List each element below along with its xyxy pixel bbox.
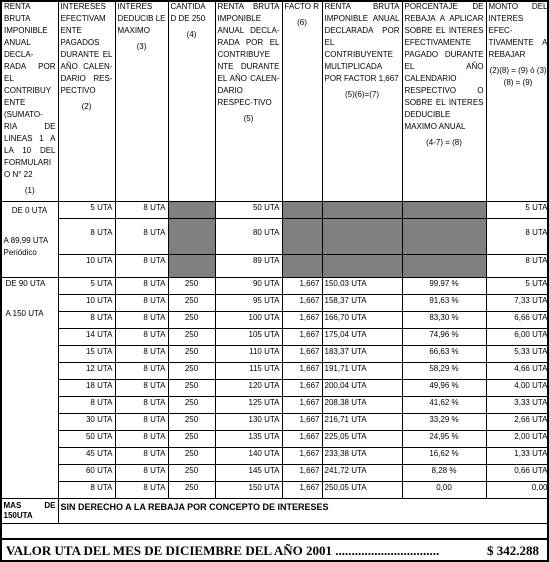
quantity-cell: 250 bbox=[168, 431, 215, 448]
quantity-cell: 250 bbox=[168, 448, 215, 465]
income-cell: 80 UTA bbox=[215, 219, 282, 255]
multiplied-income-cell: 233,38 UTA bbox=[322, 448, 402, 465]
max-interest-cell: 8 UTA bbox=[115, 295, 168, 312]
max-interest-cell: 8 UTA bbox=[115, 482, 168, 499]
quantity-cell: 250 bbox=[168, 312, 215, 329]
income-cell: 50 UTA bbox=[215, 202, 282, 219]
header-number: (2) bbox=[81, 102, 92, 111]
interest-paid-cell: 8 UTA bbox=[58, 482, 115, 499]
rebate-amount-cell: 6,00 UTA bbox=[486, 329, 549, 346]
rebate-percent-cell: 83,30 % bbox=[402, 312, 486, 329]
income-cell: 125 UTA bbox=[215, 397, 282, 414]
header-number: (6) bbox=[297, 18, 307, 27]
header-text: RENTA BRUTA IMPONIBLE ANUAL DECLA-RADA POR EL CONTRIBUY ENTE (SUMATO-RIA DE LINEAS 1 A LA 10 DEL FORMULARI O N° 22 bbox=[4, 2, 56, 179]
max-interest-cell: 8 UTA bbox=[115, 346, 168, 363]
quantity-cell: 250 bbox=[168, 465, 215, 482]
quantity-cell: 250 bbox=[168, 278, 215, 295]
rebate-amount-cell: 1,33 UTA bbox=[486, 448, 549, 465]
income-cell: 89 UTA bbox=[215, 255, 282, 278]
factor-cell: 1,667 bbox=[282, 414, 322, 431]
rebate-amount-cell: 0,00 bbox=[486, 482, 549, 499]
interest-paid-cell: 18 UTA bbox=[58, 380, 115, 397]
max-interest-cell: 8 UTA bbox=[115, 397, 168, 414]
max-interest-cell: 8 UTA bbox=[115, 363, 168, 380]
factor-cell: 1,667 bbox=[282, 448, 322, 465]
income-cell: 120 UTA bbox=[215, 380, 282, 397]
rebate-percent-cell: 16,62 % bbox=[402, 448, 486, 465]
range-from: DE 90 UTA bbox=[5, 279, 46, 288]
multiplied-income-cell: 250,05 UTA bbox=[322, 482, 402, 499]
multiplied-income-cell: 241,72 UTA bbox=[322, 465, 402, 482]
rebate-amount-cell: 2,66 UTA bbox=[486, 414, 549, 431]
uta-value: $ 342.288 bbox=[487, 543, 539, 558]
factor-cell: 1,667 bbox=[282, 295, 322, 312]
quantity-cell: 250 bbox=[168, 363, 215, 380]
max-interest-cell: 8 UTA bbox=[115, 414, 168, 431]
multiplied-income-cell: 225,05 UTA bbox=[322, 431, 402, 448]
factor-cell: 1,667 bbox=[282, 278, 322, 295]
rebate-percent-cell: 74,96 % bbox=[402, 329, 486, 346]
rebate-percent-cell: 41,62 % bbox=[402, 397, 486, 414]
header-text: RENTA BRUTA IMPONIBLE ANUAL DECLARADA POR EL CONTRIBUYENTE MULTIPLICADA POR FACTOR 1,667 bbox=[324, 2, 400, 83]
interest-paid-cell: 10 UTA bbox=[58, 255, 115, 278]
rebate-amount-cell: 4,66 UTA bbox=[486, 363, 549, 380]
factor-cell: 1,667 bbox=[282, 329, 322, 346]
interest-paid-cell: 8 UTA bbox=[58, 219, 115, 255]
header-number: (4) bbox=[186, 30, 197, 39]
multiplied-income-cell: 166,70 UTA bbox=[322, 312, 402, 329]
rebate-percent-cell: 0,00 bbox=[402, 482, 486, 499]
range-from: DE 0 UTA bbox=[11, 206, 48, 215]
mas-text: SIN DERECHO A LA REBAJA POR CONCEPTO DE INTERESES bbox=[58, 499, 549, 524]
interest-paid-cell: 50 UTA bbox=[58, 431, 115, 448]
rebate-amount-cell: 5 UTA bbox=[486, 278, 549, 295]
max-interest-cell: 8 UTA bbox=[115, 312, 168, 329]
rebate-percent-cell: 66,63 % bbox=[402, 346, 486, 363]
max-interest-cell: 8 UTA bbox=[115, 255, 168, 278]
multiplied-income-cell: 183,37 UTA bbox=[322, 346, 402, 363]
header-number: (1) bbox=[24, 186, 35, 195]
multiplied-income-cell: 150,03 UTA bbox=[322, 278, 402, 295]
income-cell: 140 UTA bbox=[215, 448, 282, 465]
income-cell: 100 UTA bbox=[215, 312, 282, 329]
income-cell: 95 UTA bbox=[215, 295, 282, 312]
header-text: INTERES DEDUCIB LE MAXIMO bbox=[117, 2, 166, 35]
quantity-cell: 250 bbox=[168, 380, 215, 397]
interest-paid-cell: 14 UTA bbox=[58, 329, 115, 346]
multiplied-income-cell: 200,04 UTA bbox=[322, 380, 402, 397]
rebate-amount-cell: 7,33 UTA bbox=[486, 295, 549, 312]
income-cell: 110 UTA bbox=[215, 346, 282, 363]
max-interest-cell: 8 UTA bbox=[115, 465, 168, 482]
interest-paid-cell: 5 UTA bbox=[58, 202, 115, 219]
max-interest-cell: 8 UTA bbox=[115, 380, 168, 397]
factor-cell: 1,667 bbox=[282, 363, 322, 380]
header-number: (5)(6)=(7) bbox=[344, 90, 379, 99]
income-cell: 145 UTA bbox=[215, 465, 282, 482]
mas-label: MAS DE 150UTA bbox=[1, 499, 58, 524]
header-number: (2)(8) = (9) ó (3)(8) = (9) bbox=[489, 66, 547, 87]
interest-paid-cell: 30 UTA bbox=[58, 414, 115, 431]
rebate-amount-cell: 5,33 UTA bbox=[486, 346, 549, 363]
rebate-percent-cell: 91,63 % bbox=[402, 295, 486, 312]
header-text: MONTO DEL INTERES EFEC-TIVAMENTE A REBAJAR bbox=[488, 2, 548, 59]
range-to: A 89,99 UTA Periódico bbox=[3, 236, 48, 257]
factor-cell: 1,667 bbox=[282, 346, 322, 363]
rebate-amount-cell: 6,66 UTA bbox=[486, 312, 549, 329]
interest-paid-cell: 5 UTA bbox=[58, 278, 115, 295]
rebate-percent-cell: 24,95 % bbox=[402, 431, 486, 448]
rebate-percent-cell: 58,29 % bbox=[402, 363, 486, 380]
header-text: FACTO R bbox=[284, 2, 320, 11]
interest-paid-cell: 8 UTA bbox=[58, 312, 115, 329]
range-to: A 150 UTA bbox=[5, 309, 44, 318]
header-number: (3) bbox=[136, 42, 147, 51]
interest-paid-cell: 60 UTA bbox=[58, 465, 115, 482]
multiplied-income-cell: 208,38 UTA bbox=[322, 397, 402, 414]
interest-paid-cell: 45 UTA bbox=[58, 448, 115, 465]
interest-paid-cell: 8 UTA bbox=[58, 397, 115, 414]
interest-paid-cell: 12 UTA bbox=[58, 363, 115, 380]
multiplied-income-cell: 158,37 UTA bbox=[322, 295, 402, 312]
header-text: INTERESES EFECTIVAM ENTE PAGADOS DURANTE EL AÑO CALEN-DARIO RES-PECTIVO bbox=[60, 2, 113, 95]
header-number: (5) bbox=[243, 114, 254, 123]
header-number: (4-7) = (8) bbox=[426, 138, 462, 147]
income-cell: 90 UTA bbox=[215, 278, 282, 295]
header-text: RENTA BRUTA IMPONIBLE ANUAL DECLA-RADA POR EL CONTRIBUYE NTE DURANTE EL AÑO CALEN-DARIO RESPEC-TIVO bbox=[217, 2, 280, 107]
quantity-cell: 250 bbox=[168, 329, 215, 346]
quantity-cell: 250 bbox=[168, 346, 215, 363]
rebate-percent-cell: 49,96 % bbox=[402, 380, 486, 397]
rebate-amount-cell: 0,66 UTA bbox=[486, 465, 549, 482]
interest-paid-cell: 10 UTA bbox=[58, 295, 115, 312]
quantity-cell: 250 bbox=[168, 414, 215, 431]
rebate-amount-cell: 3,33 UTA bbox=[486, 397, 549, 414]
rebate-amount-cell: 8 UTA bbox=[486, 219, 549, 255]
quantity-cell: 250 bbox=[168, 397, 215, 414]
factor-cell: 1,667 bbox=[282, 465, 322, 482]
rebate-percent-cell: 99,97 % bbox=[402, 278, 486, 295]
factor-cell: 1,667 bbox=[282, 431, 322, 448]
rebate-percent-cell: 8,28 % bbox=[402, 465, 486, 482]
quantity-cell: 250 bbox=[168, 482, 215, 499]
factor-cell: 1,667 bbox=[282, 482, 322, 499]
income-cell: 105 UTA bbox=[215, 329, 282, 346]
multiplied-income-cell: 175,04 UTA bbox=[322, 329, 402, 346]
multiplied-income-cell: 191,71 UTA bbox=[322, 363, 402, 380]
rebate-amount-cell: 5 UTA bbox=[486, 202, 549, 219]
income-cell: 135 UTA bbox=[215, 431, 282, 448]
uta-value-label: VALOR UTA DEL MES DE DICIEMBRE DEL AÑO 2001 ................................ bbox=[6, 543, 440, 558]
rebate-percent-cell: 33,29 % bbox=[402, 414, 486, 431]
header-text: CANTIDA D DE 250 bbox=[170, 2, 206, 23]
factor-cell: 1,667 bbox=[282, 312, 322, 329]
income-cell: 150 UTA bbox=[215, 482, 282, 499]
quantity-cell: 250 bbox=[168, 295, 215, 312]
factor-cell: 1,667 bbox=[282, 380, 322, 397]
rebate-amount-cell: 2,00 UTA bbox=[486, 431, 549, 448]
max-interest-cell: 8 UTA bbox=[115, 202, 168, 219]
max-interest-cell: 8 UTA bbox=[115, 431, 168, 448]
rebate-amount-cell: 4,00 UTA bbox=[486, 380, 549, 397]
header-text: PORCENTAJE DE REBAJA A APLICAR SOBRE EL INTERES EFECTIVAMENTE PAGADO DURANTE EL AÑO CALENDARIO RESPECTIVO O SOBRE EL INTERES DEDUCIBLE MAXIMO ANUAL bbox=[404, 2, 484, 131]
interest-paid-cell: 15 UTA bbox=[58, 346, 115, 363]
max-interest-cell: 8 UTA bbox=[115, 329, 168, 346]
max-interest-cell: 8 UTA bbox=[115, 448, 168, 465]
rebate-amount-cell: 8 UTA bbox=[486, 255, 549, 278]
multiplied-income-cell: 216,71 UTA bbox=[322, 414, 402, 431]
factor-cell: 1,667 bbox=[282, 397, 322, 414]
max-interest-cell: 8 UTA bbox=[115, 278, 168, 295]
max-interest-cell: 8 UTA bbox=[115, 219, 168, 255]
income-cell: 115 UTA bbox=[215, 363, 282, 380]
income-cell: 130 UTA bbox=[215, 414, 282, 431]
